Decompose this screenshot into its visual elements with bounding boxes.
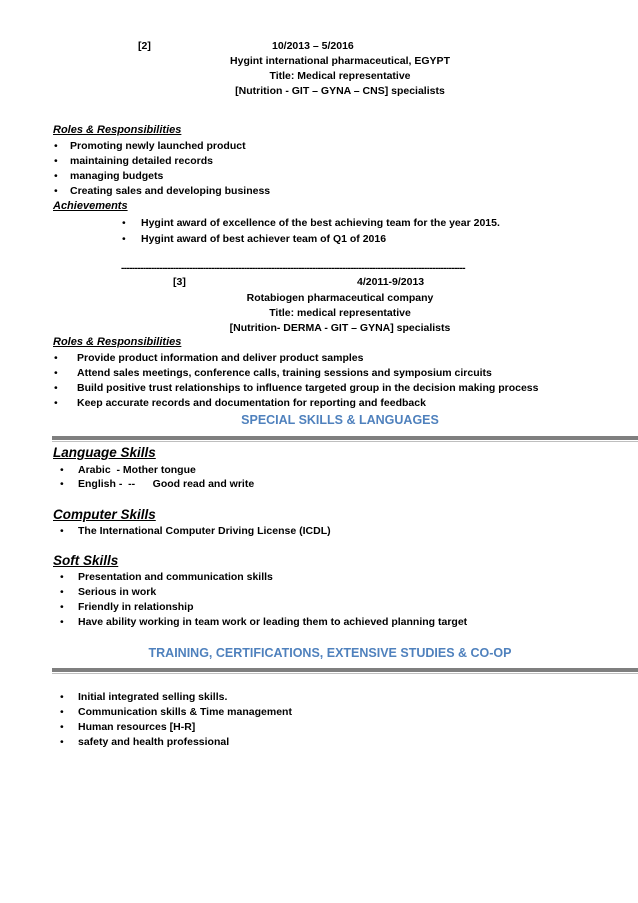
list-item: Promoting newly launched product: [70, 140, 246, 152]
job3-dates: 4/2011-9/2013: [357, 276, 425, 288]
bullet-icon: •: [54, 185, 58, 197]
job2-index: [2]: [138, 40, 151, 52]
job2-roles-heading: Roles & Responsibilities: [53, 124, 182, 136]
soft-skills-heading: Soft Skills: [53, 553, 119, 568]
bullet-icon: •: [54, 140, 58, 152]
job3-specialists: [Nutrition- DERMA - GIT – GYNA] specialists: [229, 322, 451, 334]
section-divider: [52, 668, 638, 672]
bullet-icon: •: [60, 525, 64, 537]
section-divider: [52, 436, 638, 440]
bullet-icon: •: [60, 586, 64, 598]
bullet-icon: •: [54, 367, 58, 379]
list-item: Human resources [H-R]: [78, 721, 196, 733]
job3-title: Title: medical representative: [269, 307, 411, 319]
bullet-icon: •: [60, 721, 64, 733]
job3-company: Rotabiogen pharmaceutical company: [246, 292, 434, 304]
job2-dates: 10/2013 – 5/2016: [272, 40, 354, 52]
computer-skills-heading: Computer Skills: [53, 507, 156, 522]
bullet-icon: •: [54, 352, 58, 364]
job2-achievements-heading: Achievements: [53, 200, 128, 212]
bullet-icon: •: [60, 571, 64, 583]
job2-title: Title: Medical representative: [269, 70, 411, 82]
job3-roles-heading: Roles & Responsibilities: [53, 336, 182, 348]
list-item: Build positive trust relationships to influence targeted group in the decision making process: [77, 382, 539, 394]
skills-section-heading: SPECIAL SKILLS & LANGUAGES: [241, 413, 439, 427]
bullet-icon: •: [60, 616, 64, 628]
list-item: English - -- Good read and write: [78, 478, 255, 490]
list-item: Initial integrated selling skills.: [78, 691, 228, 703]
list-item: Presentation and communication skills: [78, 571, 273, 583]
bullet-icon: •: [54, 155, 58, 167]
list-item: Creating sales and developing business: [70, 185, 271, 197]
bullet-icon: •: [60, 478, 64, 490]
bullet-icon: •: [60, 601, 64, 613]
separator: ------------------------------------------------------------------------------------------------------------------------------: [121, 263, 465, 274]
bullet-icon: •: [122, 233, 126, 245]
training-section-heading: TRAINING, CERTIFICATIONS, EXTENSIVE STUDIES & CO-OP: [148, 646, 512, 660]
list-item: managing budgets: [70, 170, 164, 182]
list-item: Attend sales meetings, conference calls, training sessions and symposium circuits: [77, 367, 492, 379]
bullet-icon: •: [60, 736, 64, 748]
bullet-icon: •: [54, 170, 58, 182]
job2-specialists: [Nutrition - GIT – GYNA – CNS] specialists: [235, 85, 445, 97]
job3-index: [3]: [173, 276, 186, 288]
list-item: Have ability working in team work or leading them to achieved planning target: [78, 616, 468, 628]
list-item: maintaining detailed records: [70, 155, 213, 167]
list-item: Communication skills & Time management: [78, 706, 292, 718]
list-item: Serious in work: [78, 586, 157, 598]
list-item: Hygint award of best achiever team of Q1 of 2016: [141, 233, 387, 245]
section-divider-thin: [52, 673, 638, 674]
bullet-icon: •: [60, 691, 64, 703]
list-item: Arabic - Mother tongue: [78, 464, 196, 476]
bullet-icon: •: [60, 464, 64, 476]
list-item: Provide product information and deliver product samples: [77, 352, 364, 364]
bullet-icon: •: [122, 217, 126, 229]
section-divider-thin: [52, 441, 638, 442]
list-item: Hygint award of excellence of the best achieving team for the year 2015.: [141, 217, 500, 229]
bullet-icon: •: [54, 397, 58, 409]
language-skills-heading: Language Skills: [53, 445, 156, 460]
bullet-icon: •: [60, 706, 64, 718]
list-item: Keep accurate records and documentation for reporting and feedback: [77, 397, 426, 409]
bullet-icon: •: [54, 382, 58, 394]
list-item: safety and health professional: [78, 736, 230, 748]
job2-company: Hygint international pharmaceutical, EGYPT: [230, 55, 450, 67]
list-item: The International Computer Driving License (ICDL): [78, 525, 331, 537]
list-item: Friendly in relationship: [78, 601, 194, 613]
